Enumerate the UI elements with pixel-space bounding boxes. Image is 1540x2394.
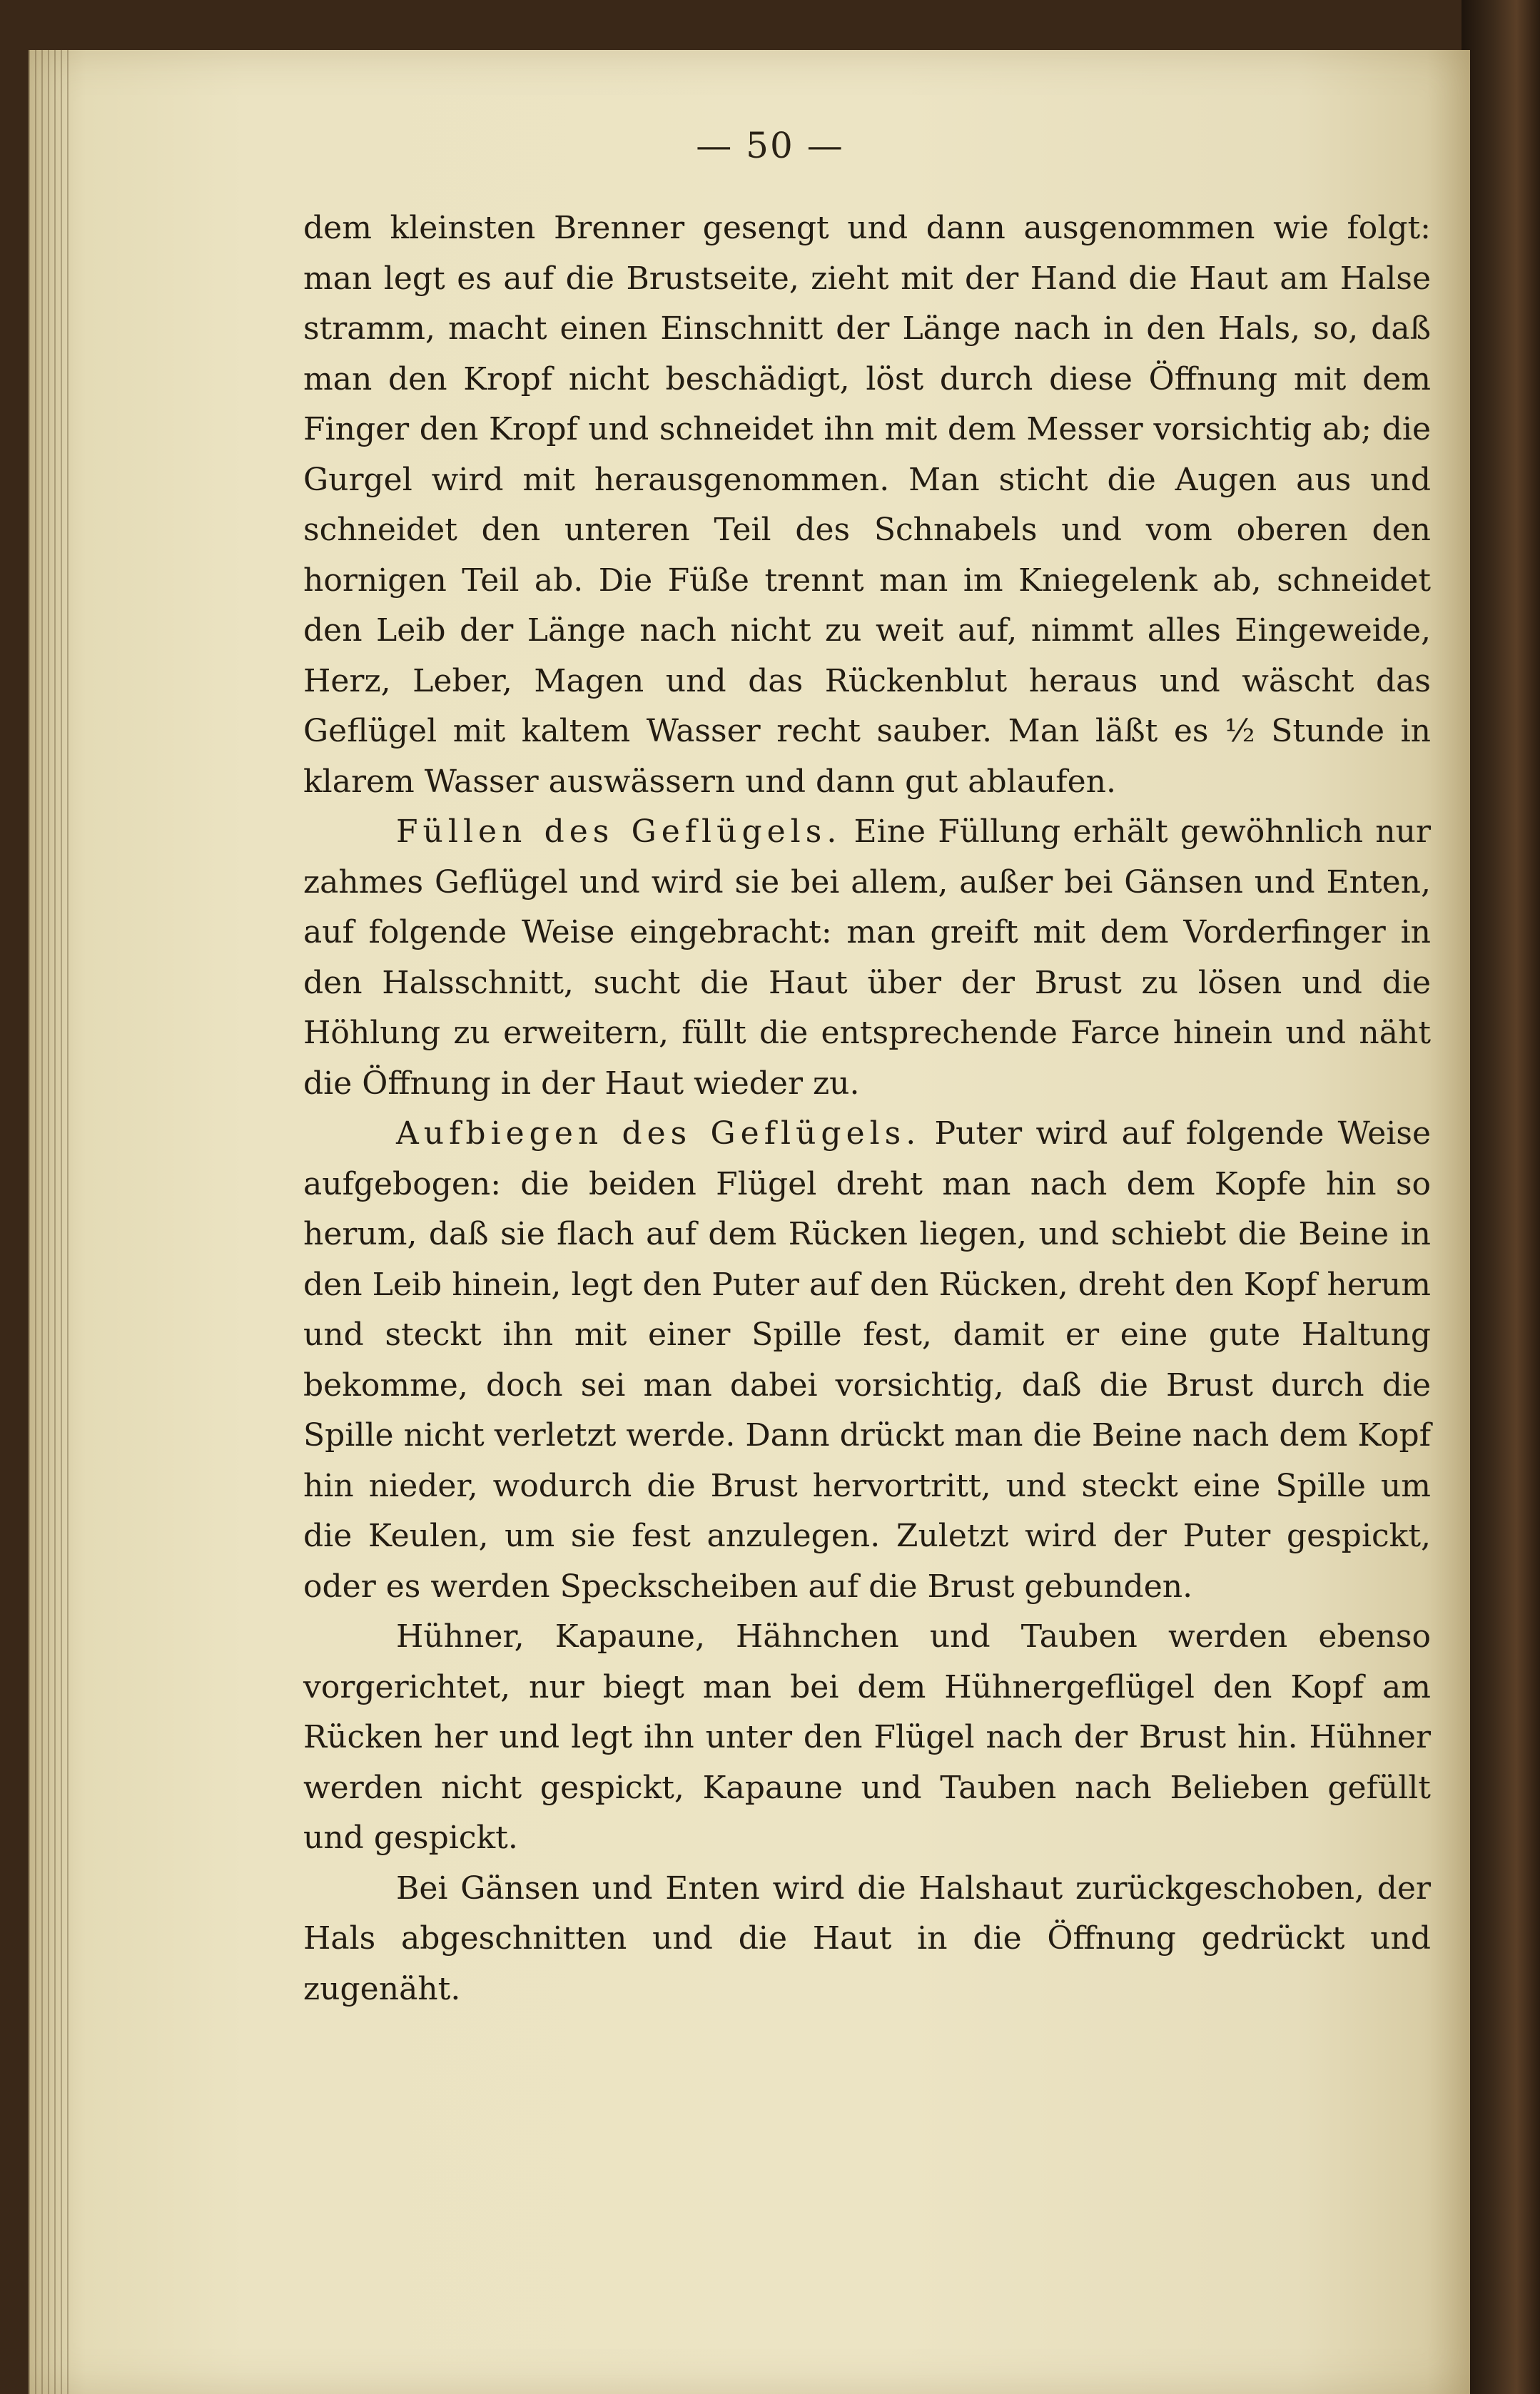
paragraph-text: Bei Gänsen und Enten wird die Halshaut zurückgeschoben, der Hals abgeschnitten und die Haut in die Öffnung gedrückt und zugenäht. [303,1870,1431,2007]
paragraph-text: Hühner, Kapaune, Hähnchen und Tauben werden ebenso vorgerichtet, nur biegt man bei dem Hühnergeflügel den Kopf am Rücken her und legt ihn unter den Flügel nach der Brust hin. Hühner werden nicht gespickt, Kapaune und Tauben nach Belieben gefüllt und gespickt. [303,1618,1431,1856]
paragraph-text: Eine Füllung erhält gewöhnlich nur zahmes Geflügel und wird sie bei allem, außer bei Gänsen und Enten, auf folgende Weise eingebracht: man greift mit dem Vorderfinger in den Halsschnitt, sucht die Haut über der Brust zu lösen und die Höhlung zu erweitern, füllt die entsprechende Farce hinein und näht die Öffnung in der Haut wieder zu. [303,813,1432,1102]
paragraph [303,1864,1431,2015]
page-number: — 50 — [696,125,844,166]
paragraph [303,203,1431,807]
paragraph-text: Puter wird auf folgende Weise aufgebogen: die beiden Flügel dreht man nach dem Kopfe hin so herum, daß sie flach auf dem Rücken liegen, und schiebt die Beine in den Leib hinein, legt den Puter auf den Rücken, dreht den Kopf herum und steckt ihn mit einer Spille fest, damit er eine gute Haltung bekomme, doch sei man dabei vorsichtig, daß die Brust durch die Spille nicht verletzt werde. Dann drückt man die Beine nach dem Kopf hin nieder, wodurch die Brust hervortritt, und steckt eine Spille um die Keulen, um sie fest anzulegen. Zuletzt wird der Puter gespickt, oder es werden Speckscheiben auf die Brust gebunden. [303,1115,1431,1605]
page-gutter [29,50,71,2394]
paragraph-text: dem kleinsten Brenner gesengt und dann ausgenommen wie folgt: man legt es auf die Brustseite, zieht mit der Hand die Haut am Halse stramm, macht einen Einschnitt der Länge nach in den Hals, so, daß man den Kropf nicht beschädigt, löst durch diese Öffnung mit dem Finger den Kropf und schneidet ihn mit dem Messer vorsichtig ab; die Gurgel wird mit herausgenommen. Man sticht die Augen aus und schneidet den unteren Teil des Schnabels und vom oberen den hornigen Teil ab. Die Füße trennt man im Kniegelenk ab, schneidet den Leib der Länge nach nicht zu weit auf, nimmt alles Eingeweide, Herz, Leber, Magen und das Rückenblut heraus und wäscht das Geflügel mit kaltem Wasser recht sauber. Man läßt es ½ Stunde in klarem Wasser auswässern und dann gut ablaufen. [303,210,1431,800]
paragraph [303,1109,1431,1612]
section-heading: Aufbiegen des Geflügels. [396,1115,921,1152]
paragraph [303,1612,1431,1864]
section-heading: Füllen des Geflügels. [396,813,842,850]
book-edge [1462,0,1540,2394]
body-text [303,203,1431,2014]
paragraph [303,807,1431,1109]
